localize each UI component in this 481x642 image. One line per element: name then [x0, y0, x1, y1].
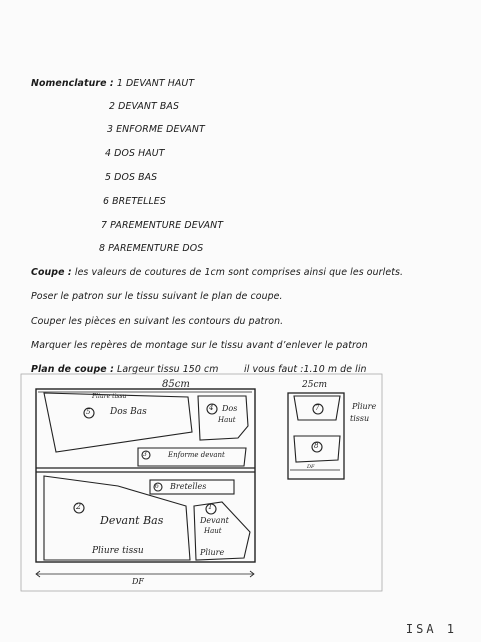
piece-1-number: 1	[208, 503, 213, 511]
piece-5-label: Dos Bas	[110, 407, 147, 417]
piece-3-label: Enforme devant	[168, 451, 225, 459]
nomenclature-item-7: 7 PAREMENTURE DEVANT	[101, 220, 224, 231]
coupe-step-1: Poser le patron sur le tissu suivant le plan de coupe.	[31, 291, 283, 302]
dim-side-label: 25cm	[302, 380, 328, 390]
piece-2-fold: Pliure tissu	[92, 546, 144, 556]
piece-6-number: 6	[155, 483, 159, 490]
nomenclature-item-6: 6 BRETELLES	[103, 196, 166, 207]
piece-1-label-1: Devant	[200, 516, 229, 525]
piece-6-label: Bretelles	[170, 482, 207, 491]
piece-1-fold: Pliure	[200, 548, 225, 557]
coupe-step-2: Couper les pièces en suivant les contours du patron.	[31, 316, 284, 327]
side-dim-bottom: DF	[307, 464, 315, 470]
piece-3-number: 3	[143, 451, 147, 458]
nomenclature-label: Nomenclature :	[31, 78, 114, 89]
piece-1-label-2: Haut	[204, 527, 222, 535]
piece-5-dos-bas	[44, 393, 192, 452]
side-fold-1: Pliure	[352, 402, 377, 411]
piece-2-number: 2	[76, 502, 82, 511]
nomenclature-item-3: 3 ENFORME DEVANT	[107, 124, 205, 135]
plan-label: Plan de coupe :	[31, 364, 114, 375]
piece-2-label: Devant Bas	[100, 514, 164, 527]
nomenclature-item-5: 5 DOS BAS	[105, 172, 158, 183]
plan-need: il vous faut :1.10 m de lin	[244, 364, 367, 375]
coupe-text: les valeurs de coutures de 1cm sont comprises ainsi que les ourlets.	[71, 267, 404, 278]
piece-8-number: 8	[314, 442, 319, 450]
footer-signature: ISA 1	[405, 622, 457, 636]
piece-4-label-2: Haut	[218, 416, 236, 424]
piece-5-number: 5	[86, 408, 91, 416]
coupe-step-3: Marquer les repères de montage sur le tissu avant d’enlever le patron	[31, 340, 368, 351]
piece-5-fold: Pliure tissu	[92, 393, 127, 400]
nomenclature-item-8: 8 PAREMENTURE DOS	[99, 243, 204, 254]
side-fold-2: tissu	[350, 414, 370, 423]
coupe-label: Coupe :	[31, 267, 72, 278]
piece-4-label-1: Dos	[222, 404, 238, 413]
dim-bottom-label: DF	[132, 577, 144, 586]
plan-width: Largeur tissu 150 cm	[113, 364, 219, 375]
nomenclature-item-4: 4 DOS HAUT	[105, 148, 165, 159]
piece-7-number: 7	[315, 404, 320, 412]
dim-main-label: 85cm	[162, 379, 190, 390]
piece-4-number: 4	[209, 404, 214, 412]
nomenclature-item-1: 1 DEVANT HAUT	[116, 78, 195, 89]
nomenclature-item-2: 2 DEVANT BAS	[109, 101, 179, 112]
